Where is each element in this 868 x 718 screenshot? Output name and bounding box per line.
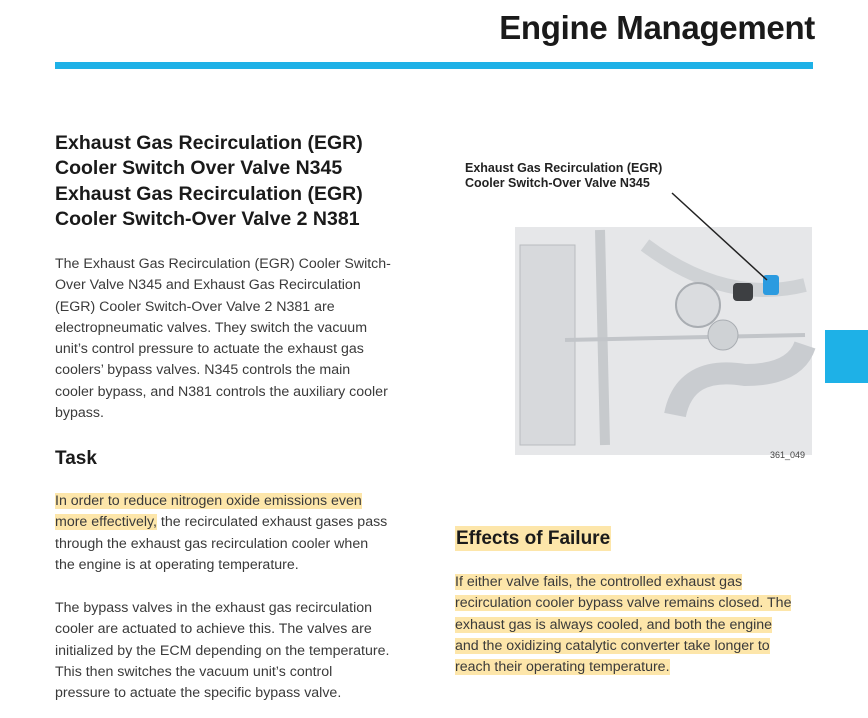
oil-filter bbox=[676, 283, 720, 327]
text-line: unit’s control pressure to actuate the exhaust gas bbox=[55, 341, 364, 358]
text-line: pressure to actuate the specific bypass valve. bbox=[55, 685, 342, 702]
highlighted-heading: Effects of Failure bbox=[456, 528, 611, 549]
highlighted-text: and the oxidizing catalytic converter take longer to bbox=[455, 637, 770, 654]
text-line: the engine is at operating temperature. bbox=[55, 556, 299, 573]
figure-caption: 361_049 bbox=[770, 450, 806, 460]
text-line: (EGR) Cooler Switch-Over Valve 2 N381 are bbox=[55, 298, 335, 315]
page-title: Engine Management bbox=[499, 9, 815, 46]
task-paragraph-2 bbox=[55, 598, 389, 704]
text-line: electropneumatic valves. They switch the vacuum bbox=[55, 319, 368, 336]
text-line: The bypass valves in the exhaust gas recirculation bbox=[55, 600, 373, 616]
text-line: This then switches the vacuum unit’s control bbox=[55, 663, 333, 680]
text-line: through the exhaust gas recirculation cooler when bbox=[55, 535, 369, 552]
title-line: Cooler Switch-Over Valve 2 N381 bbox=[55, 207, 360, 230]
section-title bbox=[55, 131, 363, 232]
engine-block-left bbox=[520, 245, 575, 445]
header-divider bbox=[55, 62, 813, 69]
text-segment: the recirculated exhaust gases pass bbox=[156, 514, 388, 531]
text-line: The Exhaust Gas Recirculation (EGR) Cooler Switch- bbox=[55, 256, 391, 272]
callout-line: Exhaust Gas Recirculation (EGR) bbox=[465, 161, 663, 175]
text-line: cooler are actuated to achieve this. The valves are bbox=[55, 621, 372, 638]
text-line: initialized by the ECM depending on the temperature. bbox=[55, 642, 390, 659]
task-paragraph-1 bbox=[55, 491, 387, 576]
section-tab-marker bbox=[825, 330, 868, 383]
intro-paragraph bbox=[55, 254, 391, 424]
title-line: Exhaust Gas Recirculation (EGR) bbox=[55, 132, 363, 154]
text-line: cooler bypass, and N381 controls the auxiliary cooler bbox=[55, 383, 388, 400]
highlighted-text: more effectively, bbox=[55, 514, 157, 531]
effects-heading bbox=[455, 528, 611, 550]
callout-line: Cooler Switch-Over Valve N345 bbox=[465, 176, 650, 190]
text-line: bypass. bbox=[55, 405, 104, 422]
highlighted-text: If either valve fails, the controlled exhaust gas bbox=[455, 574, 743, 590]
highlighted-text: recirculation cooler bypass valve remains closed. The bbox=[455, 595, 792, 612]
task-heading: Task bbox=[55, 448, 97, 469]
highlighted-text: reach their operating temperature. bbox=[455, 659, 670, 676]
text-line: Over Valve N345 and Exhaust Gas Recirculation bbox=[55, 277, 361, 294]
title-line: Cooler Switch Over Valve N345 bbox=[55, 157, 343, 180]
pulley bbox=[708, 320, 738, 350]
text-line: coolers’ bypass valves. N345 controls the main bbox=[55, 362, 351, 379]
engine-illustration bbox=[505, 185, 820, 460]
effects-paragraph bbox=[455, 572, 791, 678]
highlighted-text: exhaust gas is always cooled, and both the engine bbox=[455, 616, 773, 633]
title-line: Exhaust Gas Recirculation (EGR) bbox=[55, 182, 363, 205]
vacuum-unit bbox=[733, 283, 753, 301]
highlighted-text: In order to reduce nitrogen oxide emissions even bbox=[55, 493, 362, 509]
